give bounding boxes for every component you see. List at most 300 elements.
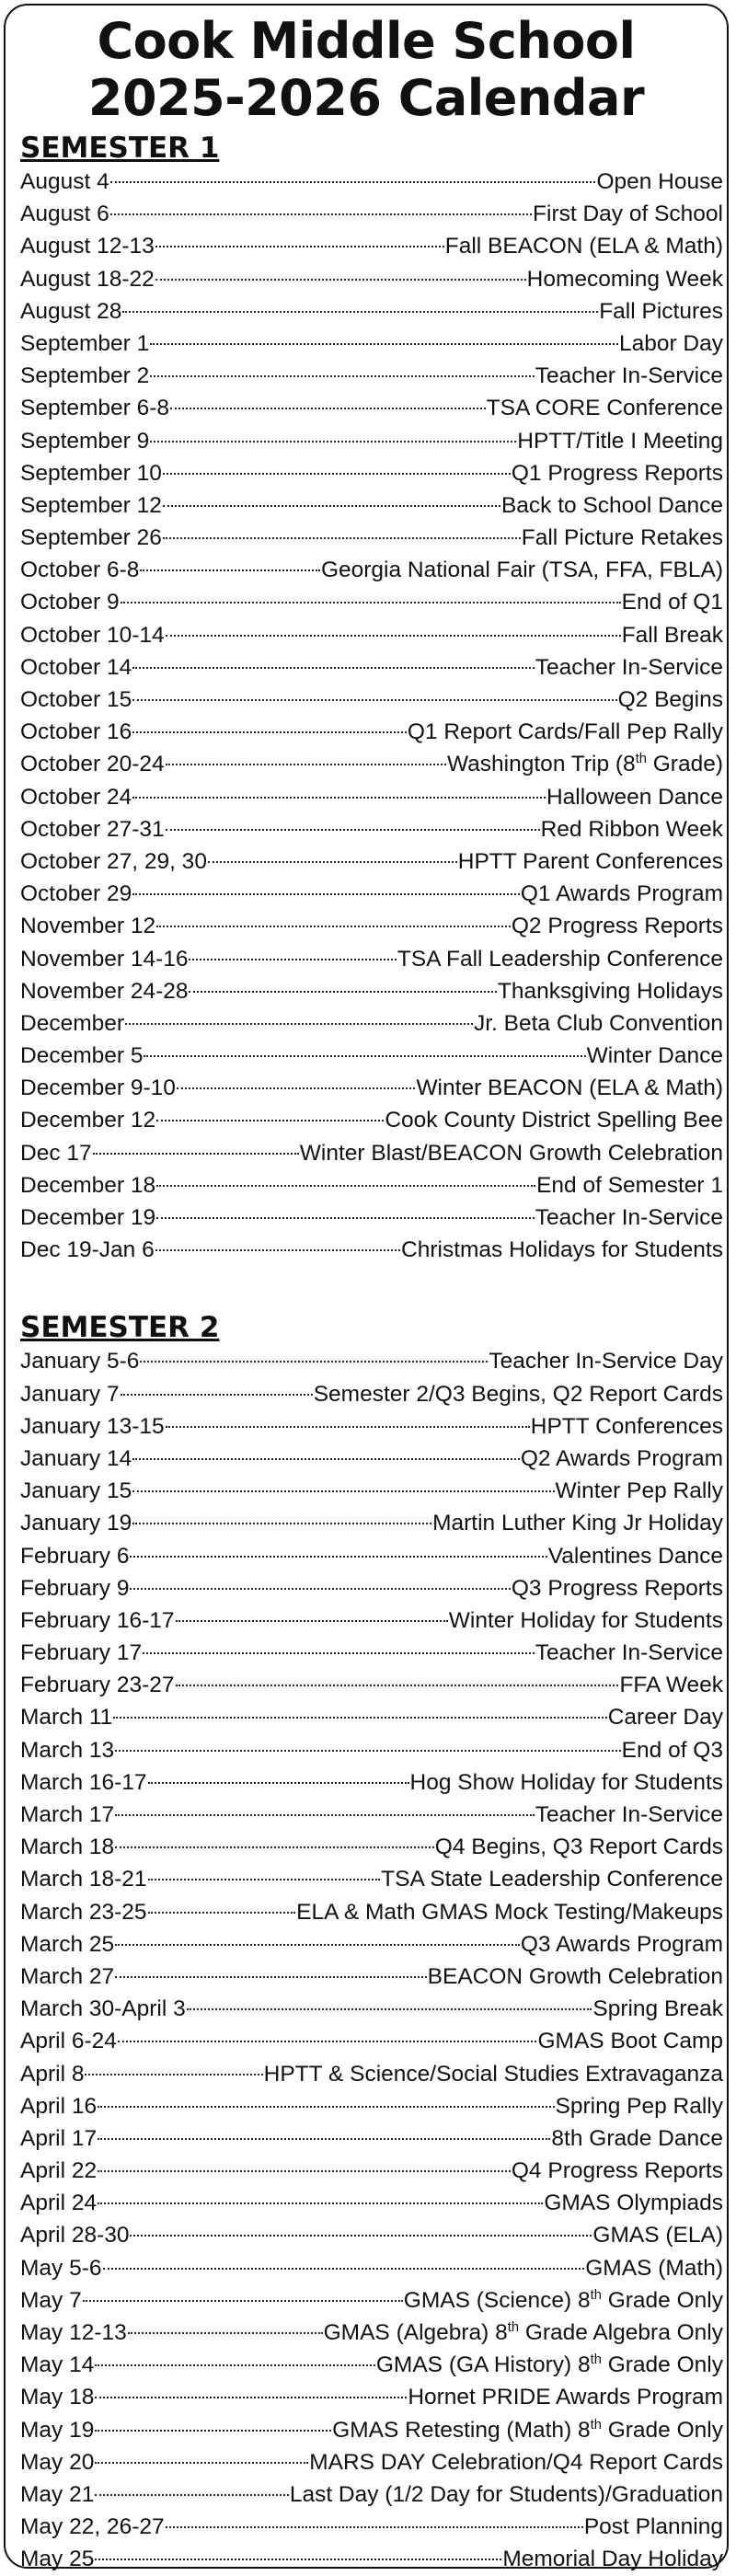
row-date: March 18 xyxy=(20,1834,115,1860)
dot-leader xyxy=(95,2462,308,2464)
row-event-text: Georgia National Fair (TSA, FFA, FBLA) xyxy=(320,558,723,583)
dot-leader xyxy=(140,569,320,571)
row-event-text: Q3 Awards Program xyxy=(520,1931,723,1957)
dot-leader xyxy=(110,213,532,215)
row-event-text: TSA CORE Conference xyxy=(486,396,723,421)
dot-leader xyxy=(187,2008,592,2010)
calendar-row xyxy=(20,2090,723,2122)
semester-1-heading: SEMESTER 1 xyxy=(20,132,220,165)
row-event-text: Q3 Progress Reports xyxy=(511,1575,723,1601)
row-date: January 5-6 xyxy=(20,1349,140,1374)
calendar-frame xyxy=(4,4,729,2572)
dot-leader xyxy=(176,1685,619,1686)
row-event xyxy=(447,748,723,780)
row-event xyxy=(445,230,723,262)
row-event-text: Post Planning xyxy=(583,2514,723,2540)
row-event-text: Semester 2/Q3 Begins, Q2 Report Cards xyxy=(313,1381,723,1407)
dot-leader xyxy=(163,505,500,507)
calendar-row xyxy=(20,716,723,748)
row-date: September 2 xyxy=(20,363,150,389)
row-event xyxy=(618,684,723,716)
semester-2-heading: SEMESTER 2 xyxy=(20,1311,220,1345)
calendar-row xyxy=(20,1961,723,1993)
row-date: September 6-8 xyxy=(20,396,170,421)
row-date: March 23-25 xyxy=(20,1899,147,1925)
calendar-row xyxy=(20,1443,723,1475)
dot-leader xyxy=(121,602,621,604)
row-event xyxy=(537,2025,723,2057)
calendar-row xyxy=(20,1572,723,1604)
calendar-row xyxy=(20,2219,723,2251)
dot-leader xyxy=(125,1023,473,1025)
dot-leader xyxy=(155,246,444,247)
row-date: October 29 xyxy=(20,881,132,907)
row-event xyxy=(522,522,723,554)
row-event-text-after: Grade Only xyxy=(601,2287,723,2313)
row-event-text: Washington Trip (8 xyxy=(446,752,636,777)
row-event-text: ELA & Math GMAS Mock Testing/Makeups xyxy=(296,1899,723,1925)
row-event xyxy=(428,1961,723,1993)
row-event-text: HPTT & Science/Social Studies Extravaganza xyxy=(263,2061,723,2087)
dot-leader xyxy=(95,2364,375,2366)
calendar-row xyxy=(20,943,723,975)
row-date: October 9 xyxy=(20,590,120,615)
dot-leader xyxy=(113,1717,606,1719)
row-event-text: Winter Blast/BEACON Growth Celebration xyxy=(299,1140,723,1166)
row-date: January 7 xyxy=(20,1381,120,1407)
dot-leader xyxy=(115,1814,535,1816)
row-event xyxy=(309,2446,723,2478)
dot-leader xyxy=(110,181,596,183)
semester-2-list xyxy=(20,1345,723,2575)
row-event-text: GMAS (GA History) 8 xyxy=(375,2352,591,2378)
dot-leader xyxy=(208,861,457,863)
calendar-row xyxy=(20,1734,723,1766)
row-date: May 20 xyxy=(20,2449,95,2475)
dot-leader xyxy=(115,1976,427,1978)
row-event-text: GMAS (ELA) xyxy=(592,2223,723,2248)
row-date: May 5-6 xyxy=(20,2255,102,2281)
row-event xyxy=(332,2414,723,2446)
calendar-row xyxy=(20,1169,723,1202)
row-event-text: Open House xyxy=(596,169,723,194)
calendar-row xyxy=(20,392,723,424)
ordinal-superscript: th xyxy=(590,2352,602,2368)
calendar-row xyxy=(20,2155,723,2187)
row-event xyxy=(324,2317,723,2349)
calendar-row xyxy=(20,619,723,651)
row-date: May 14 xyxy=(20,2352,95,2378)
row-event xyxy=(321,554,723,586)
row-date: September 1 xyxy=(20,330,150,356)
row-event-text: Q1 Awards Program xyxy=(520,881,723,907)
dot-leader xyxy=(189,991,496,993)
row-event-text: Hog Show Holiday for Students xyxy=(409,1769,723,1795)
row-event xyxy=(622,619,723,651)
row-event-text: Q4 Progress Reports xyxy=(511,2158,723,2184)
row-date: February 16-17 xyxy=(20,1607,175,1633)
row-date: April 22 xyxy=(20,2158,98,2184)
dot-leader xyxy=(103,2268,585,2270)
row-event xyxy=(535,1637,723,1669)
calendar-row xyxy=(20,2317,723,2349)
calendar-row xyxy=(20,1040,723,1072)
row-event-text: Thanksgiving Holidays xyxy=(497,978,723,1004)
calendar-row xyxy=(20,2252,723,2284)
calendar-row xyxy=(20,1007,723,1040)
row-event-text: GMAS (Science) 8 xyxy=(403,2287,591,2313)
calendar-row xyxy=(20,781,723,813)
row-event-text: Teacher In-Service xyxy=(535,363,723,389)
calendar-row xyxy=(20,2349,723,2381)
calendar-row xyxy=(20,2446,723,2478)
row-event-text: Christmas Holidays for Students xyxy=(401,1237,723,1263)
row-date: January 19 xyxy=(20,1511,132,1536)
row-date: February 6 xyxy=(20,1543,130,1569)
calendar-row xyxy=(20,1507,723,1539)
dot-leader xyxy=(118,2041,537,2042)
row-event xyxy=(544,2187,723,2219)
row-date: April 16 xyxy=(20,2093,98,2119)
row-event xyxy=(376,2349,723,2381)
ordinal-superscript: th xyxy=(635,752,647,767)
dot-leader xyxy=(115,1846,434,1848)
dot-leader xyxy=(155,1249,400,1251)
calendar-row xyxy=(20,1766,723,1799)
row-event-text: Martin Luther King Jr Holiday xyxy=(432,1511,723,1536)
dot-leader xyxy=(132,1523,431,1524)
row-date: May 25 xyxy=(20,2547,95,2572)
row-event xyxy=(622,1734,723,1766)
dot-leader xyxy=(148,1912,296,1914)
row-event xyxy=(487,392,723,424)
dot-leader xyxy=(189,959,396,960)
row-event-text: GMAS Boot Camp xyxy=(537,2029,723,2054)
row-event xyxy=(587,1040,723,1072)
dot-leader xyxy=(150,441,516,443)
calendar-row xyxy=(20,2414,723,2446)
row-event xyxy=(432,1507,723,1539)
row-event xyxy=(535,651,723,684)
row-date: September 9 xyxy=(20,428,150,454)
row-event-text-after: Grade Only xyxy=(601,2417,723,2443)
dot-leader xyxy=(163,537,521,539)
row-date: August 18-22 xyxy=(20,266,155,292)
calendar-row xyxy=(20,975,723,1007)
row-event-text: End of Q3 xyxy=(621,1737,723,1763)
row-date: August 4 xyxy=(20,169,109,194)
dot-leader xyxy=(143,1652,535,1654)
row-event xyxy=(622,586,723,618)
row-event-text: Cook County District Spelling Bee xyxy=(385,1108,723,1133)
row-event-text: End of Semester 1 xyxy=(536,1172,723,1198)
row-event xyxy=(512,910,723,942)
dot-leader xyxy=(132,667,535,669)
row-event xyxy=(416,1072,723,1104)
row-date: December 19 xyxy=(20,1205,156,1230)
row-event-text: Q1 Report Cards/Fall Pep Rally xyxy=(407,719,723,745)
dot-leader xyxy=(144,1055,585,1057)
calendar-row xyxy=(20,2511,723,2543)
dot-leader xyxy=(93,1153,299,1155)
calendar-row xyxy=(20,1234,723,1266)
dot-leader xyxy=(132,797,546,799)
row-date: March 18-21 xyxy=(20,1867,147,1892)
dot-leader xyxy=(132,893,520,895)
row-date: February 17 xyxy=(20,1640,143,1666)
row-date: May 19 xyxy=(20,2417,95,2443)
dot-leader xyxy=(121,1394,313,1396)
calendar-row xyxy=(20,2543,723,2575)
section-gap xyxy=(6,1266,727,1306)
calendar-row xyxy=(20,651,723,684)
ordinal-superscript: th xyxy=(590,2287,602,2303)
row-event xyxy=(546,781,723,813)
row-event-text: Winter Dance xyxy=(586,1043,723,1069)
row-event xyxy=(381,1863,723,1895)
row-date: May 12-13 xyxy=(20,2320,127,2345)
row-event xyxy=(314,1378,723,1410)
row-event xyxy=(449,1604,723,1637)
dot-leader xyxy=(85,2074,262,2076)
calendar-row xyxy=(20,2058,723,2090)
dot-leader xyxy=(140,1361,488,1363)
dot-leader xyxy=(95,2430,331,2432)
row-event-text: End of Q1 xyxy=(621,590,723,615)
row-date: December 9-10 xyxy=(20,1075,176,1101)
dot-leader xyxy=(148,1879,381,1880)
row-date: March 30-April 3 xyxy=(20,1996,186,2022)
row-date: March 27 xyxy=(20,1963,115,1989)
dot-leader xyxy=(148,1782,409,1784)
row-date: May 22, 26-27 xyxy=(20,2514,165,2540)
row-event-text: Jr. Beta Club Convention xyxy=(473,1010,723,1036)
row-event-text: GMAS Olympiads xyxy=(544,2191,723,2216)
row-date: April 28-30 xyxy=(20,2223,130,2248)
calendar-row xyxy=(20,1410,723,1443)
row-event xyxy=(608,1701,723,1733)
dot-leader xyxy=(150,375,534,377)
row-event-text: Teacher In-Service xyxy=(535,654,723,680)
row-event xyxy=(535,360,723,392)
row-event-text: Memorial Day Holiday xyxy=(502,2547,723,2572)
row-event xyxy=(533,198,723,230)
row-date: October 14 xyxy=(20,654,132,680)
row-event xyxy=(512,1572,723,1604)
row-event-text: Spring Break xyxy=(592,1996,723,2022)
dot-leader xyxy=(150,343,618,345)
row-date: October 27-31 xyxy=(20,816,165,842)
calendar-row xyxy=(20,522,723,554)
calendar-row xyxy=(20,1072,723,1104)
calendar-row xyxy=(20,263,723,295)
row-event-text: Spring Pep Rally xyxy=(555,2093,723,2119)
calendar-row xyxy=(20,1540,723,1572)
row-date: December 12 xyxy=(20,1108,156,1133)
row-date: October 20-24 xyxy=(20,752,165,777)
row-event xyxy=(596,166,723,198)
calendar-row xyxy=(20,360,723,392)
row-event-text-after: Grade) xyxy=(646,752,723,777)
row-date: December 18 xyxy=(20,1172,156,1198)
calendar-row xyxy=(20,1669,723,1701)
calendar-row xyxy=(20,2187,723,2219)
dot-leader xyxy=(170,408,486,409)
row-date: November 12 xyxy=(20,914,156,939)
row-event-text: Labor Day xyxy=(618,330,723,356)
row-event-text: Career Day xyxy=(607,1705,723,1731)
row-event-text: Fall BEACON (ELA & Math) xyxy=(444,234,723,259)
row-date: January 15 xyxy=(20,1478,132,1504)
row-event-text: FFA Week xyxy=(619,1673,723,1698)
calendar-row xyxy=(20,845,723,878)
row-date: September 10 xyxy=(20,460,162,486)
row-event xyxy=(397,943,723,975)
row-date: March 16-17 xyxy=(20,1769,147,1795)
row-date: May 7 xyxy=(20,2287,82,2313)
calendar-row xyxy=(20,748,723,780)
dot-leader xyxy=(132,1458,520,1460)
row-event-text-after: Grade Algebra Only xyxy=(519,2320,723,2345)
row-event-text: Fall Picture Retakes xyxy=(521,525,723,551)
row-event-text: TSA State Leadership Conference xyxy=(381,1867,723,1892)
title-line-2: 2025-2026 Calendar xyxy=(87,69,645,127)
dot-leader xyxy=(115,1944,520,1946)
calendar-row xyxy=(20,425,723,457)
row-date: September 26 xyxy=(20,525,162,551)
row-event xyxy=(584,2511,723,2543)
calendar-row xyxy=(20,1863,723,1895)
dot-leader xyxy=(176,1620,448,1622)
row-event xyxy=(551,2122,723,2155)
semester-1-list xyxy=(20,166,723,1266)
row-date: January 14 xyxy=(20,1445,132,1471)
row-date: February 23-27 xyxy=(20,1673,175,1698)
row-date: October 6-8 xyxy=(20,558,140,583)
row-event xyxy=(512,2155,723,2187)
dot-leader xyxy=(98,2138,550,2140)
ordinal-superscript: th xyxy=(507,2319,520,2335)
row-event-text: Red Ribbon Week xyxy=(540,816,723,842)
calendar-row xyxy=(20,910,723,942)
row-event xyxy=(401,1234,723,1266)
row-event xyxy=(592,2219,723,2251)
row-event-text: Homecoming Week xyxy=(526,266,723,292)
row-date: April 8 xyxy=(20,2061,85,2087)
row-event-text: TSA Fall Leadership Conference xyxy=(397,946,723,972)
row-event xyxy=(290,2478,723,2511)
calendar-row xyxy=(20,1378,723,1410)
calendar-row xyxy=(20,230,723,262)
row-date: January 13-15 xyxy=(20,1413,165,1439)
row-event xyxy=(536,1169,723,1202)
row-event xyxy=(521,878,723,910)
calendar-row xyxy=(20,1604,723,1637)
row-date: December xyxy=(20,1010,125,1036)
calendar-row xyxy=(20,1928,723,1961)
dot-leader xyxy=(132,731,407,733)
row-date: May 18 xyxy=(20,2385,95,2410)
dot-leader xyxy=(166,764,446,765)
row-event xyxy=(474,1007,723,1040)
row-event xyxy=(498,975,723,1007)
row-event xyxy=(548,1540,723,1572)
row-date: October 16 xyxy=(20,719,132,745)
row-date: September 12 xyxy=(20,492,162,518)
row-event-text: BEACON Growth Celebration xyxy=(427,1963,723,1989)
row-event-text: Winter Holiday for Students xyxy=(448,1607,723,1633)
row-event xyxy=(501,489,723,522)
dot-leader xyxy=(166,1426,530,1428)
dot-leader xyxy=(95,2559,501,2560)
calendar-row xyxy=(20,295,723,328)
row-date: December 5 xyxy=(20,1043,144,1069)
row-date: August 28 xyxy=(20,298,122,324)
row-date: April 6-24 xyxy=(20,2029,117,2054)
row-event-text: Q2 Awards Program xyxy=(520,1445,723,1471)
dot-leader xyxy=(130,1588,510,1590)
row-date: November 14-16 xyxy=(20,946,189,972)
dot-leader xyxy=(128,2332,323,2334)
calendar-row xyxy=(20,684,723,716)
calendar-row xyxy=(20,2284,723,2317)
row-event xyxy=(517,425,723,457)
row-date: March 17 xyxy=(20,1802,115,1827)
dot-leader xyxy=(166,2526,583,2528)
page-title xyxy=(6,6,727,127)
row-event-text: HPTT Conferences xyxy=(530,1413,723,1439)
dot-leader xyxy=(98,2202,543,2204)
row-event xyxy=(531,1410,723,1443)
calendar-row xyxy=(20,554,723,586)
row-event xyxy=(458,845,723,878)
dot-leader xyxy=(122,311,598,313)
dot-leader xyxy=(130,1556,546,1558)
row-event xyxy=(535,1799,723,1831)
dot-leader xyxy=(130,2235,592,2237)
calendar-row xyxy=(20,1993,723,2025)
row-event-text: MARS DAY Celebration/Q4 Report Cards xyxy=(309,2449,723,2475)
calendar-row xyxy=(20,1137,723,1169)
calendar-row xyxy=(20,166,723,198)
row-event-text: Winter BEACON (ELA & Math) xyxy=(416,1075,723,1101)
row-event-text: Winter Pep Rally xyxy=(555,1478,723,1504)
calendar-row xyxy=(20,198,723,230)
row-event xyxy=(385,1104,723,1136)
calendar-row xyxy=(20,1831,723,1863)
row-date: August 12-13 xyxy=(20,234,155,259)
row-event xyxy=(521,1443,723,1475)
row-date: March 25 xyxy=(20,1931,115,1957)
ordinal-superscript: th xyxy=(590,2417,602,2432)
dot-leader xyxy=(177,1087,416,1089)
dot-leader xyxy=(156,926,511,927)
calendar-row xyxy=(20,328,723,360)
row-event xyxy=(535,1202,723,1234)
row-date: April 17 xyxy=(20,2125,98,2151)
row-event xyxy=(599,295,723,328)
row-event-text: Fall Pictures xyxy=(599,298,723,324)
dot-leader xyxy=(132,699,616,701)
row-event-text: Back to School Dance xyxy=(500,492,723,518)
calendar-row xyxy=(20,586,723,618)
dot-leader xyxy=(155,279,526,281)
row-event-text: GMAS (Math) xyxy=(585,2255,723,2281)
row-event-text: HPTT Parent Conferences xyxy=(457,848,723,874)
row-event xyxy=(585,2252,723,2284)
row-date: October 27, 29, 30 xyxy=(20,848,207,874)
calendar-row xyxy=(20,457,723,489)
